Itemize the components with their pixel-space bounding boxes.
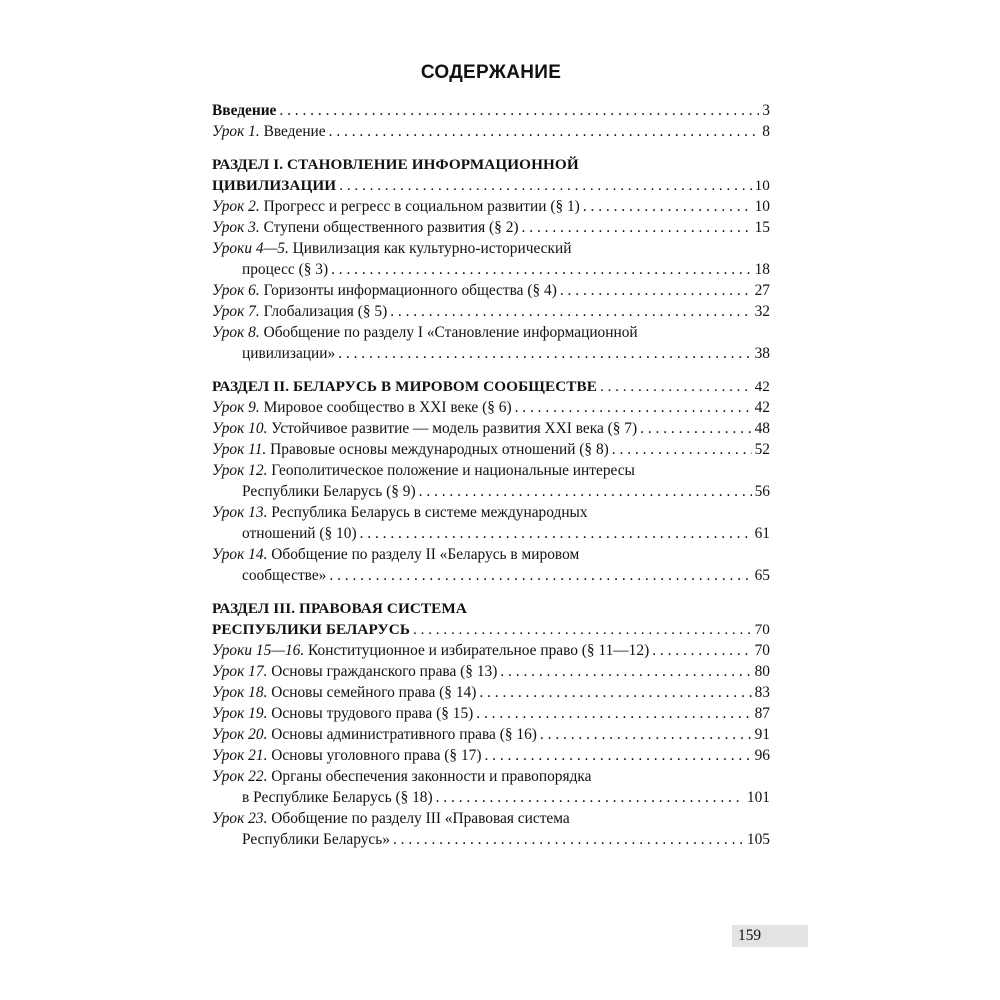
entry-title-text: Органы обеспечения законности и правопорядка	[267, 768, 592, 785]
toc-lesson-entry	[212, 301, 770, 322]
toc-entry-line	[212, 661, 770, 682]
entry-title-text: Введение	[212, 102, 277, 119]
entry-title-text: Устойчивое развитие — модель развития XXI века (§ 7)	[267, 420, 638, 437]
table-of-contents	[212, 100, 770, 850]
toc-entry-first-line	[212, 598, 770, 619]
dot-leader	[612, 439, 752, 460]
toc-lesson-entry	[212, 460, 770, 502]
entry-label	[212, 418, 637, 439]
toc-lesson-entry	[212, 544, 770, 586]
entry-label	[242, 343, 335, 364]
dot-leader	[479, 682, 751, 703]
toc-lesson-entry	[212, 280, 770, 301]
dot-leader	[652, 640, 751, 661]
dot-leader	[515, 397, 752, 418]
lesson-number: Урок 21.	[212, 747, 268, 764]
toc-entry-line	[212, 523, 770, 544]
dot-leader	[360, 523, 752, 544]
dot-leader	[393, 829, 744, 850]
lesson-number: Урок 19.	[212, 705, 268, 722]
toc-lesson-entry	[212, 121, 770, 142]
entry-page-number: 48	[754, 420, 770, 437]
entry-title-text: Обобщение по разделу II «Беларусь в мировом	[267, 546, 580, 563]
toc-entry-first-line	[212, 544, 770, 565]
toc-section-2	[212, 376, 770, 397]
lesson-number: Урок 17.	[212, 663, 268, 680]
toc-entry-first-line	[212, 238, 770, 259]
entry-label	[212, 121, 326, 142]
lesson-number: Урок 13.	[212, 504, 268, 521]
entry-title-text: Основы семейного права (§ 14)	[267, 684, 477, 701]
toc-entry-line	[212, 439, 770, 460]
entry-title-text: процесс (§ 3)	[242, 261, 329, 278]
entry-title-text: Мировое сообщество в XXI веке (§ 6)	[259, 399, 512, 416]
entry-page-number: 56	[754, 483, 770, 500]
entry-page-number: 8	[762, 123, 770, 140]
entry-label	[242, 523, 357, 544]
entry-page-number: 10	[754, 198, 770, 215]
entry-label	[212, 640, 649, 661]
toc-entry-first-line	[212, 502, 770, 523]
dot-leader	[419, 481, 752, 502]
entry-page-number: 15	[754, 219, 770, 236]
toc-entry-line	[212, 217, 770, 238]
entry-label	[212, 280, 557, 301]
entry-page-number: 96	[754, 747, 770, 764]
dot-leader	[390, 301, 751, 322]
entry-label	[212, 301, 387, 322]
lesson-number: Урок 8.	[212, 324, 260, 341]
dot-leader	[500, 661, 751, 682]
dot-leader	[484, 745, 751, 766]
entry-title-text: Основы административного права (§ 16)	[267, 726, 537, 743]
toc-entry-line	[212, 259, 770, 280]
entry-label	[242, 259, 328, 280]
entry-title-text: Основы гражданского права (§ 13)	[267, 663, 498, 680]
entry-title-text: в Республике Беларусь (§ 18)	[242, 789, 433, 806]
toc-lesson-entry	[212, 703, 770, 724]
toc-entry-line	[212, 100, 770, 121]
entry-label	[212, 619, 410, 640]
toc-entry-first-line	[212, 460, 770, 481]
toc-lesson-entry	[212, 397, 770, 418]
toc-entry-line	[212, 724, 770, 745]
toc-entry-line	[212, 640, 770, 661]
entry-page-number: 42	[754, 399, 770, 416]
entry-label	[212, 703, 473, 724]
dot-leader	[640, 418, 751, 439]
entry-title-text: Введение	[259, 123, 326, 140]
page-number: 159	[738, 927, 762, 944]
toc-entry-line	[212, 397, 770, 418]
lesson-number: Урок 7.	[212, 303, 260, 320]
entry-label	[242, 787, 433, 808]
entry-title-text: РАЗДЕЛ II. БЕЛАРУСЬ В МИРОВОМ СООБЩЕСТВЕ	[212, 378, 597, 395]
toc-lesson-entry	[212, 418, 770, 439]
dot-leader	[413, 619, 752, 640]
entry-title-text: Глобализация (§ 5)	[259, 303, 388, 320]
toc-lesson-entry	[212, 640, 770, 661]
dot-leader	[338, 343, 751, 364]
entry-page-number: 80	[754, 663, 770, 680]
dot-leader	[279, 100, 759, 121]
toc-entry-first-line	[212, 808, 770, 829]
dot-leader	[476, 703, 751, 724]
toc-lesson-entry	[212, 502, 770, 544]
lesson-number: Урок 23.	[212, 810, 268, 827]
toc-entry-line	[212, 376, 770, 397]
entry-label	[212, 661, 497, 682]
entry-page-number: 18	[754, 261, 770, 278]
entry-title-text: РЕСПУБЛИКИ БЕЛАРУСЬ	[212, 621, 410, 638]
toc-entry-line	[212, 175, 770, 196]
dot-leader	[436, 787, 744, 808]
lesson-number: Урок 2.	[212, 198, 260, 215]
entry-page-number: 3	[762, 102, 770, 119]
entry-page-number: 83	[754, 684, 770, 701]
lesson-number: Урок 22.	[212, 768, 268, 785]
toc-lesson-entry	[212, 196, 770, 217]
entry-page-number: 65	[754, 567, 770, 584]
lesson-number: Урок 9.	[212, 399, 260, 416]
entry-title-text: Республики Беларусь»	[242, 831, 390, 848]
toc-entry-line	[212, 343, 770, 364]
entry-page-number: 70	[754, 642, 770, 659]
toc-entry-line	[212, 301, 770, 322]
lesson-number: Урок 10.	[212, 420, 268, 437]
entry-title-text: Геополитическое положение и национальные интересы	[267, 462, 635, 479]
entry-page-number: 10	[754, 177, 770, 194]
toc-lesson-entry	[212, 439, 770, 460]
entry-label	[212, 439, 609, 460]
entry-label	[242, 829, 390, 850]
entry-page-number: 105	[746, 831, 770, 848]
entry-page-number: 27	[754, 282, 770, 299]
toc-lesson-entry	[212, 766, 770, 808]
dot-leader	[329, 121, 760, 142]
toc-lesson-entry	[212, 808, 770, 850]
toc-entry-line	[212, 787, 770, 808]
dot-leader	[522, 217, 752, 238]
toc-lesson-entry	[212, 217, 770, 238]
page-number-box	[732, 925, 808, 947]
entry-title-text: Правовые основы международных отношений (§ 8)	[266, 441, 609, 458]
toc-lesson-entry	[212, 661, 770, 682]
toc-entry-first-line	[212, 154, 770, 175]
toc-entry-line	[212, 829, 770, 850]
toc-entry-line	[212, 196, 770, 217]
toc-lesson-entry	[212, 682, 770, 703]
toc-entry-line	[212, 565, 770, 586]
toc-section-3	[212, 598, 770, 640]
entry-title-text: Республика Беларусь в системе международных	[267, 504, 588, 521]
entry-title-text: Цивилизация как культурно-исторический	[288, 240, 572, 257]
lesson-number: Урок 11.	[212, 441, 267, 458]
dot-leader	[329, 565, 751, 586]
entry-title-text: Конституционное и избирательное право (§ 11—12)	[304, 642, 650, 659]
toc-entry-line	[212, 481, 770, 502]
toc-entry-first-line	[212, 322, 770, 343]
lesson-number: Урок 18.	[212, 684, 268, 701]
entry-title-text: отношений (§ 10)	[242, 525, 357, 542]
toc-entry-line	[212, 682, 770, 703]
dot-leader	[540, 724, 752, 745]
entry-title-text: Республики Беларусь (§ 9)	[242, 483, 416, 500]
entry-label	[242, 565, 326, 586]
entry-label	[212, 175, 336, 196]
entry-label	[242, 481, 416, 502]
entry-label	[212, 196, 580, 217]
dot-leader	[600, 376, 752, 397]
lesson-number: Урок 3.	[212, 219, 260, 236]
toc-entry-line	[212, 703, 770, 724]
toc-lesson-entry	[212, 322, 770, 364]
entry-page-number: 38	[754, 345, 770, 362]
entry-page-number: 42	[754, 378, 770, 395]
toc-entry-line	[212, 418, 770, 439]
entry-page-number: 87	[754, 705, 770, 722]
lesson-number: Урок 6.	[212, 282, 260, 299]
toc-lesson-entry	[212, 745, 770, 766]
entry-title-text: Основы трудового права (§ 15)	[267, 705, 474, 722]
entry-title-text: Обобщение по разделу III «Правовая система	[267, 810, 570, 827]
entry-page-number: 32	[754, 303, 770, 320]
dot-leader	[339, 175, 751, 196]
entry-title-text: Прогресс и регресс в социальном развитии (§ 1)	[259, 198, 580, 215]
lesson-number: Уроки 4—5.	[212, 240, 289, 257]
toc-entry-line	[212, 745, 770, 766]
entry-label	[212, 682, 476, 703]
entry-label	[212, 724, 537, 745]
entry-title-text: РАЗДЕЛ I. СТАНОВЛЕНИЕ ИНФОРМАЦИОННОЙ	[212, 156, 579, 173]
entry-title-text: ЦИВИЛИЗАЦИИ	[212, 177, 337, 194]
entry-title-text: Ступени общественного развития (§ 2)	[259, 219, 519, 236]
toc-entry-first-line	[212, 766, 770, 787]
entry-label	[212, 397, 512, 418]
toc-entry-line	[212, 280, 770, 301]
entry-title-text: Основы уголовного права (§ 17)	[267, 747, 482, 764]
entry-label	[212, 217, 519, 238]
entry-page-number: 70	[754, 621, 770, 638]
lesson-number: Урок 14.	[212, 546, 268, 563]
dot-leader	[583, 196, 752, 217]
entry-title-text: РАЗДЕЛ III. ПРАВОВАЯ СИСТЕМА	[212, 600, 467, 617]
entry-label	[212, 376, 597, 397]
entry-page-number: 101	[746, 789, 770, 806]
entry-title-text: сообществе»	[242, 567, 327, 584]
entry-title-text: цивилизации»	[242, 345, 336, 362]
toc-intro-entry	[212, 100, 770, 121]
entry-label	[212, 100, 276, 121]
toc-lesson-entry	[212, 238, 770, 280]
lesson-number: Урок 12.	[212, 462, 268, 479]
entry-page-number: 61	[754, 525, 770, 542]
toc-entry-line	[212, 121, 770, 142]
toc-entry-line	[212, 619, 770, 640]
dot-leader	[331, 259, 752, 280]
dot-leader	[560, 280, 752, 301]
lesson-number: Урок 1.	[212, 123, 260, 140]
entry-page-number: 91	[754, 726, 770, 743]
toc-lesson-entry	[212, 724, 770, 745]
lesson-number: Урок 20.	[212, 726, 268, 743]
entry-title-text: Обобщение по разделу I «Становление информационной	[259, 324, 638, 341]
entry-page-number: 52	[754, 441, 770, 458]
lesson-number: Уроки 15—16.	[212, 642, 305, 659]
entry-label	[212, 745, 481, 766]
entry-title-text: Горизонты информационного общества (§ 4)	[259, 282, 557, 299]
page-title: СОДЕРЖАНИЕ	[420, 62, 562, 83]
toc-section-1	[212, 154, 770, 196]
